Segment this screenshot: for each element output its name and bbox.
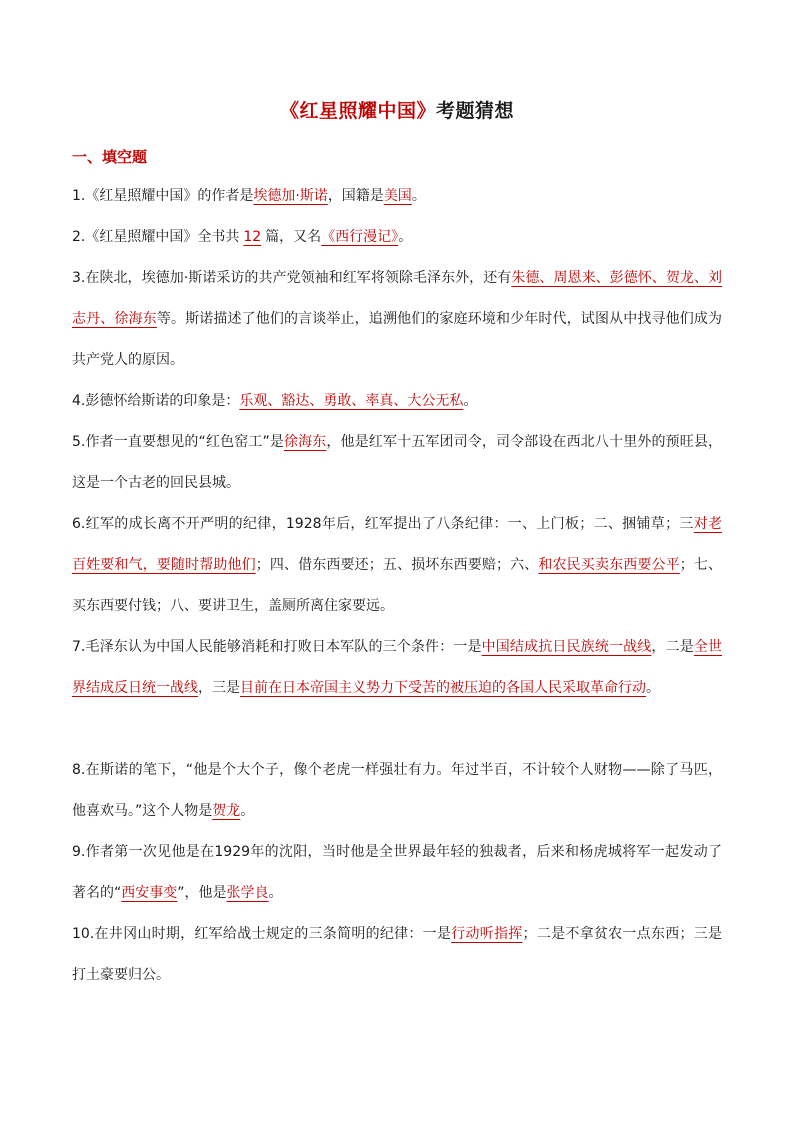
question-text: ，他是红军十五军团司令，司令部设在西北八十里外的预旺县，这是一个古老的回民县城。 [72,434,722,491]
question-text: 。 [411,188,426,204]
question-10 [72,914,722,996]
answer: 全世界结成反日统一战线 [72,639,723,696]
answer: 目前在日本帝国主义势力下受苦的被压迫的各国人民采取革命行动 [240,680,646,696]
answer: 朱德、周恩来、彭德怀、贺龙、刘志丹、徐海东 [72,270,722,327]
question-text: ；四、借东西要还；五、损坏东西要赔；六、 [255,557,539,573]
question-text: ，三是 [198,680,240,696]
section-heading: 一、填空题 [72,148,148,166]
title-suffix: 考题猜想 [436,100,515,122]
question-text: 。 [463,393,478,409]
question-text: 8.在斯诺的笔下，“他是个大个子，像个老虎一样强壮有力。年过半百，不计较个人财物——除了马匹，他喜欢马。”这个人物是 [72,762,722,819]
question-text: 6.红军的成长离不开严明的纪律，1928年后，红军提出了八条纪律：一、上门板；二、捆铺草；三 [72,516,694,532]
question-text: 等。斯诺描述了他们的言谈举止，追溯他们的家庭环境和少年时代，试图从中找寻他们成为共产党人的原因。 [72,311,723,368]
answer: 行动听指挥 [451,926,523,942]
answer: 《西行漫记》 [321,229,399,245]
question-4 [72,381,722,422]
answer: 贺龙 [212,803,241,819]
answer: 中国结成抗日民族统一战线 [481,639,652,655]
question-8 [72,750,722,832]
title-book-name: 《红星照耀中国》 [279,100,436,122]
question-text: ，国籍是 [327,188,384,204]
answer: 和农民买卖东西要公平 [538,557,680,573]
question-text: 7.毛泽东认为中国人民能够消耗和打败日本军队的三个条件：一是 [72,639,482,655]
question-text: 。 [240,803,255,819]
question-text: 。 [398,229,413,245]
question-text: 篇，又名 [265,229,322,245]
answer: 乐观、豁达、勇敢、率真、大公无私 [239,393,464,409]
answer: 张学良 [226,885,269,901]
question-7 [72,627,722,709]
answer: 对老百姓要和气，要随时帮助他们 [72,516,723,573]
question-1 [72,176,722,217]
answer: 12 [243,229,262,245]
question-3 [72,258,722,381]
question-text: 2.《红星照耀中国》全书共 [72,229,240,245]
question-text: 3.在陕北，埃德加·斯诺采访的共产党领袖和红军将领除毛泽东外，还有 [72,270,512,286]
question-text: 9.作者第一次见他是在1929年的沈阳，当时他是全世界最年轻的独裁者，后来和杨虎城将军一起发动了著名的“ [72,844,722,901]
question-text: 10.在井冈山时期，红军给战士规定的三条简明的纪律：一是 [72,926,452,942]
question-6 [72,504,722,627]
question-text: ；二是不拿贫农一点东西；三是打土豪要归公。 [72,926,723,983]
page-title [0,96,794,123]
question-text: ，二是 [651,639,694,655]
question-text: ；七、买东西要付钱；八、要讲卫生，盖厕所离住家要远。 [72,557,723,614]
question-text: ”，他是 [177,885,227,901]
question-2 [72,217,722,258]
question-text: 。 [646,680,660,696]
answer: 西安事变 [121,885,178,901]
question-text: 1.《红星照耀中国》的作者是 [72,188,254,204]
question-9 [72,832,722,914]
question-text: 。 [268,885,283,901]
question-text: 4.彭德怀给斯诺的印象是： [72,393,240,409]
question-5 [72,422,722,504]
answer: 徐海东 [284,434,327,450]
answer: 埃德加·斯诺 [253,188,328,204]
question-text: 5.作者一直要想见的“红色窑工”是 [72,434,284,450]
answer: 美国 [383,188,412,204]
